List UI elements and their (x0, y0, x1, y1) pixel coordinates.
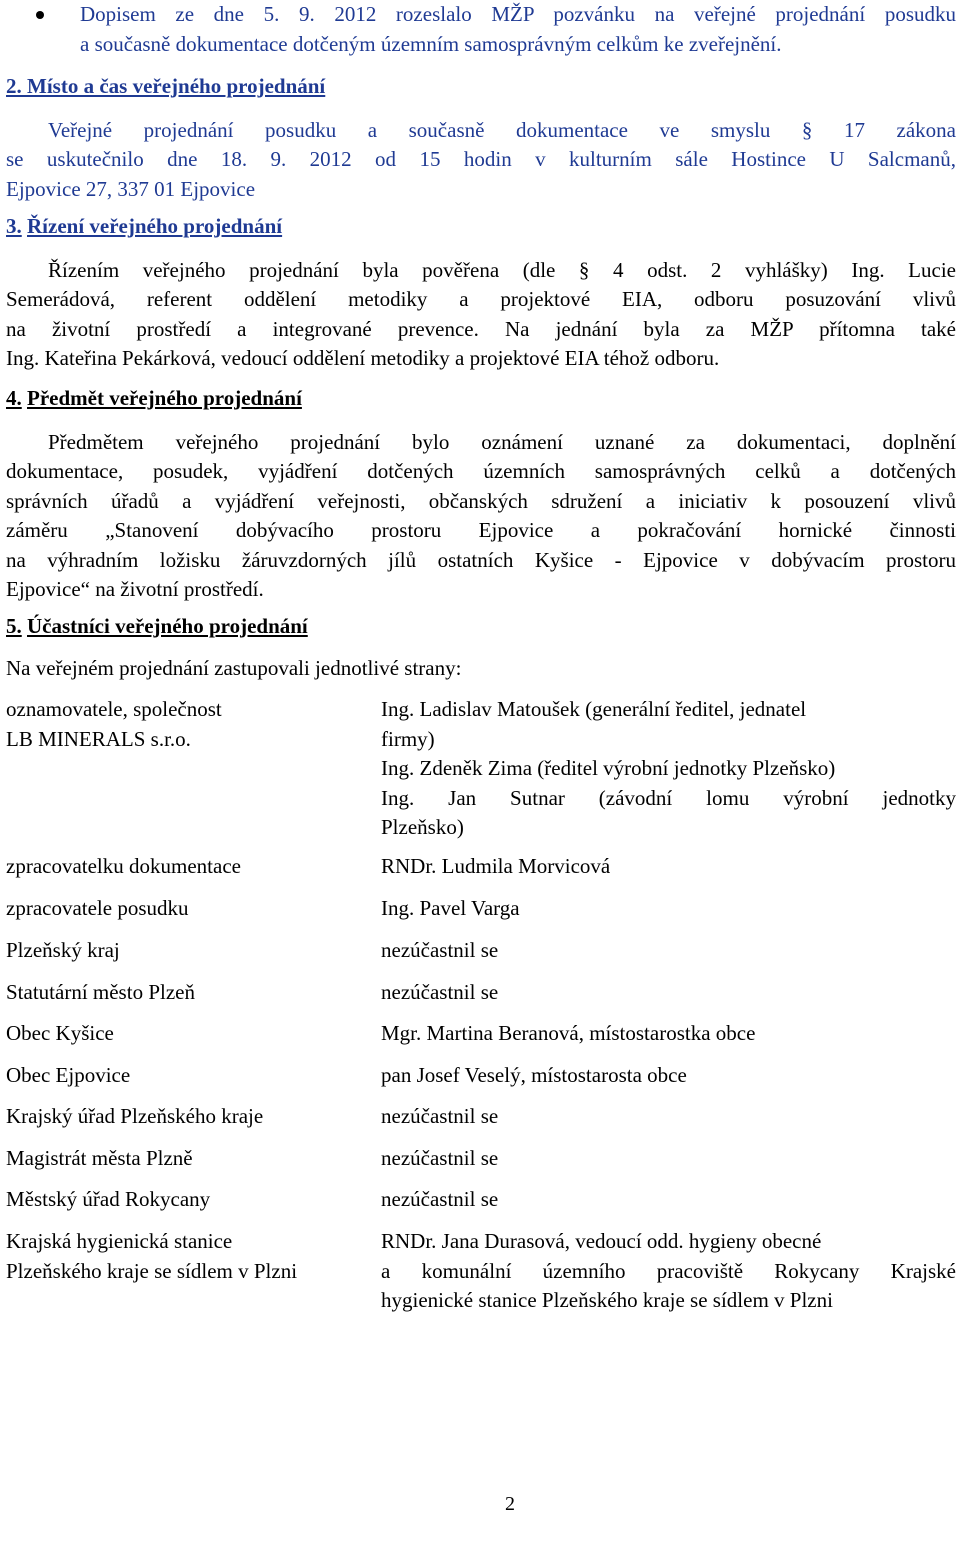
section-4-heading-num: 4. (6, 386, 22, 410)
participant-party: Statutární město Plzeň (6, 980, 195, 1004)
section-3-heading-text: Řízení veřejného projednání (27, 214, 283, 238)
participant-party: Obec Ejpovice (6, 1063, 131, 1087)
participant-party: zpracovatele posudku (6, 896, 189, 920)
section-3-heading (6, 212, 956, 242)
section-4-line-5: na výhradním ložisku žáruvzdorných jílů ostatních Kyšice - Ejpovice v dobývacím prostoru (6, 547, 956, 572)
participant-party: Krajská hygienická stanice Plzeňského kraje se sídlem v Plzni (6, 1229, 298, 1283)
section-4-heading (6, 384, 956, 414)
section-4-line-1: Předmětem veřejného projednání bylo oznámení uznané za dokumentaci, doplnění (48, 429, 956, 454)
section-4-line-4: záměru „Stanovení dobývacího prostoru Ejpovice a pokračování hornické činnosti (6, 518, 956, 542)
section-3-line-3: na životní prostředí a integrované prevence. Na jednání byla za MŽP přítomna také (6, 316, 956, 341)
section-5-heading (6, 612, 956, 642)
bullet-paragraph (6, 0, 956, 59)
participant-party: Obec Kyšice (6, 1021, 114, 1045)
participant-representative: Ing. Pavel Varga (381, 896, 520, 920)
participant-representative: Ing. Ladislav Matoušek (generální ředitel, jednatel firmy) Ing. Zdeněk Zima (ředitel výrobní jednotky Plzeňsko) Ing. Jan Sutnar (závodní lomu výrobní jednotky Plzeňsko) (381, 697, 956, 839)
section-4-line-6: Ejpovice“ na životní prostředí. (6, 577, 264, 601)
participant-representative: nezúčastnil se (381, 938, 499, 962)
section-2-body (6, 116, 956, 205)
participant-representative: pan Josef Veselý, místostarosta obce (381, 1063, 687, 1087)
section-2 (6, 72, 956, 204)
bullet-line-1: Dopisem ze dne 5. 9. 2012 rozeslalo MŽP pozvánku na veřejné projednání posudku (80, 2, 956, 26)
section-3-body (6, 256, 956, 374)
section-5-heading-text: Účastníci veřejného projednání (27, 614, 308, 638)
section-2-line-3: Ejpovice 27, 337 01 Ejpovice (6, 176, 256, 201)
section-5 (6, 612, 956, 683)
participant-representative: nezúčastnil se (381, 1187, 499, 1211)
participant-representative: RNDr. Jana Durasová, vedoucí odd. hygieny obecné a komunální územního pracoviště Rokycany Krajské hygienické stanice Plzeňského kraje se sídlem v Plzni (381, 1229, 956, 1312)
section-2-heading-text: 2. Místo a čas veřejného projednání (6, 74, 326, 98)
bullet-dot-icon (36, 11, 44, 19)
section-2-line-2: se uskutečnilo dne 18. 9. 2012 od 15 hodin v kulturním sále Hostince U Salcmanů, (6, 147, 956, 171)
section-4-heading-text: Předmět veřejného projednání (27, 386, 302, 410)
participant-representative: nezúčastnil se (381, 1104, 499, 1128)
section-3-heading-num: 3. (6, 214, 22, 238)
participant-representative: nezúčastnil se (381, 980, 499, 1004)
participant-party: oznamovatele, společnost LB MINERALS s.r.o. (6, 697, 222, 751)
section-5-intro: Na veřejném projednání zastupovali jednotlivé strany: (6, 655, 462, 680)
section-3 (6, 212, 956, 374)
section-4-body (6, 428, 956, 605)
section-4-line-3: správních úřadů a vyjádření veřejnosti, občanských sdružení a iniciativ k posouzení vlivů (6, 488, 956, 513)
participant-representative: Mgr. Martina Beranová, místostarostka obce (381, 1021, 756, 1045)
section-4 (6, 384, 956, 605)
section-4-line-2: dokumentace, posudek, vyjádření dotčených územních samosprávných celků a dotčených (6, 459, 956, 483)
bullet-item (6, 0, 956, 59)
section-2-line-1: Veřejné projednání posudku a současně dokumentace ve smyslu § 17 zákona (48, 117, 956, 142)
section-3-line-4: Ing. Kateřina Pekárková, vedoucí oddělení metodiky a projektové EIA téhož odboru. (6, 346, 720, 370)
section-2-heading (6, 72, 956, 102)
participant-representative: RNDr. Ludmila Morvicová (381, 854, 611, 878)
bullet-line-2: a současně dokumentace dotčeným územním samosprávným celkům ke zveřejnění. (80, 31, 782, 56)
participant-representative: nezúčastnil se (381, 1146, 499, 1170)
section-3-line-2: Semerádová, referent oddělení metodiky a projektové EIA, odboru posuzování vlivů (6, 287, 956, 311)
participant-party: Magistrát města Plzně (6, 1146, 193, 1170)
section-5-heading-num: 5. (6, 614, 22, 638)
section-3-line-1: Řízením veřejného projednání byla pověřena (dle § 4 odst. 2 vyhlášky) Ing. Lucie (48, 257, 956, 282)
participant-party: Plzeňský kraj (6, 938, 120, 962)
page-number: 2 (505, 1493, 515, 1515)
participant-party: zpracovatelku dokumentace (6, 854, 241, 878)
participant-party: Krajský úřad Plzeňského kraje (6, 1104, 264, 1128)
participant-party: Městský úřad Rokycany (6, 1187, 211, 1211)
